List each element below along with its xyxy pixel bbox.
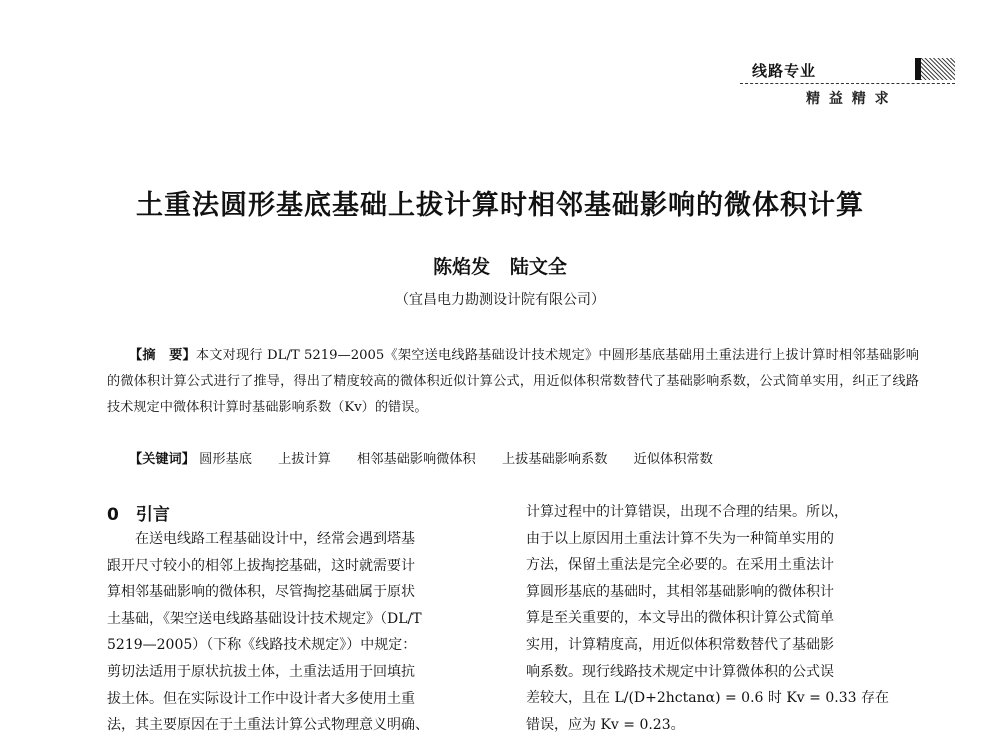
keyword: 相邻基础影响微体积 [357,452,476,467]
text-line: 法，其主要原因在于土重法计算公式物理意义明确、 [107,717,429,734]
section-marker-hatch [921,58,955,80]
text-line: 跟开尺寸较小的相邻上拔掏挖基础，这时就需要计 [107,557,415,574]
affiliation: （宜昌电力勘测设计院有限公司） [395,292,605,308]
text-line: 算圆形基底的基础时，其相邻基础影响的微体积计 [526,583,834,600]
keywords [129,448,735,467]
left-column [107,526,497,739]
abstract [107,343,919,421]
text-line: 在送电线路工程基础设计中，经常会遇到塔基 [135,531,415,547]
text-line: 土基础，《架空送电线路基础设计技术规定》（DL/T [107,610,422,627]
section-label: 线路专业 [752,62,817,80]
section-sublabel: 精 益 精 求 [806,91,891,107]
text-line: 5219—2005）（下称《线路技术规定》）中规定： [107,637,417,654]
keyword: 上拔计算 [278,452,331,467]
text-line: 由于以上原因用土重法计算不失为一种简单实用的 [526,530,834,547]
keywords-label: 【关键词】 [129,452,195,467]
authors: 陈焰发 陆文全 [433,256,567,278]
paper-title: 土重法圆形基底基础上拔计算时相邻基础影响的微体积计算 [136,190,864,221]
text-line: 拔土体。但在实际设计工作中设计者大多使用土重 [107,690,415,707]
keyword: 近似体积常数 [633,452,713,467]
section-heading: 0 引言 [107,505,170,525]
text-line: 错误，应为 Kv = 0.23。 [526,716,685,733]
text-line: 剪切法适用于原状抗拔土体，土重法适用于回填抗 [107,663,415,680]
text-line: 计算过程中的计算错误，出现不合理的结果。所以， [526,504,848,520]
abstract-label: 【摘 要】 [129,348,196,363]
text-line: 差较大，且在 L/(D+2hctanα) = 0.6 时 Kv = 0.33 存在 [526,690,889,707]
keyword: 圆形基底 [199,452,252,467]
right-column [526,499,916,738]
text-line: 算是至关重要的，本文导出的微体积计算公式简单 [526,610,834,627]
text-line: 响系数。现行线路技术规定中计算微体积的公式误 [526,663,834,680]
keyword: 上拔基础影响系数 [501,452,608,467]
text-line: 方法，保留土重法是完全必要的。在采用土重法计 [526,557,834,574]
text-line: 实用，计算精度高，用近似体积常数替代了基础影 [526,636,834,653]
abstract-text: 本文对现行 DL/T 5219—2005《架空送电线路基础设计技术规定》中圆形基底基础用土重法进行上拔计算时相邻基础影响的微体积计算公式进行了推导，得出了精度较高的微体积近似计算公式，用近似体积常数替代了基础影响系数，公式简单实用，纠正了线路技术规定中微体积计算时基础影响系数（Kv）的错误。 [107,348,919,415]
text-line: 算相邻基础影响的微体积，尽管掏挖基础属于原状 [107,584,415,601]
header-divider [740,83,955,84]
